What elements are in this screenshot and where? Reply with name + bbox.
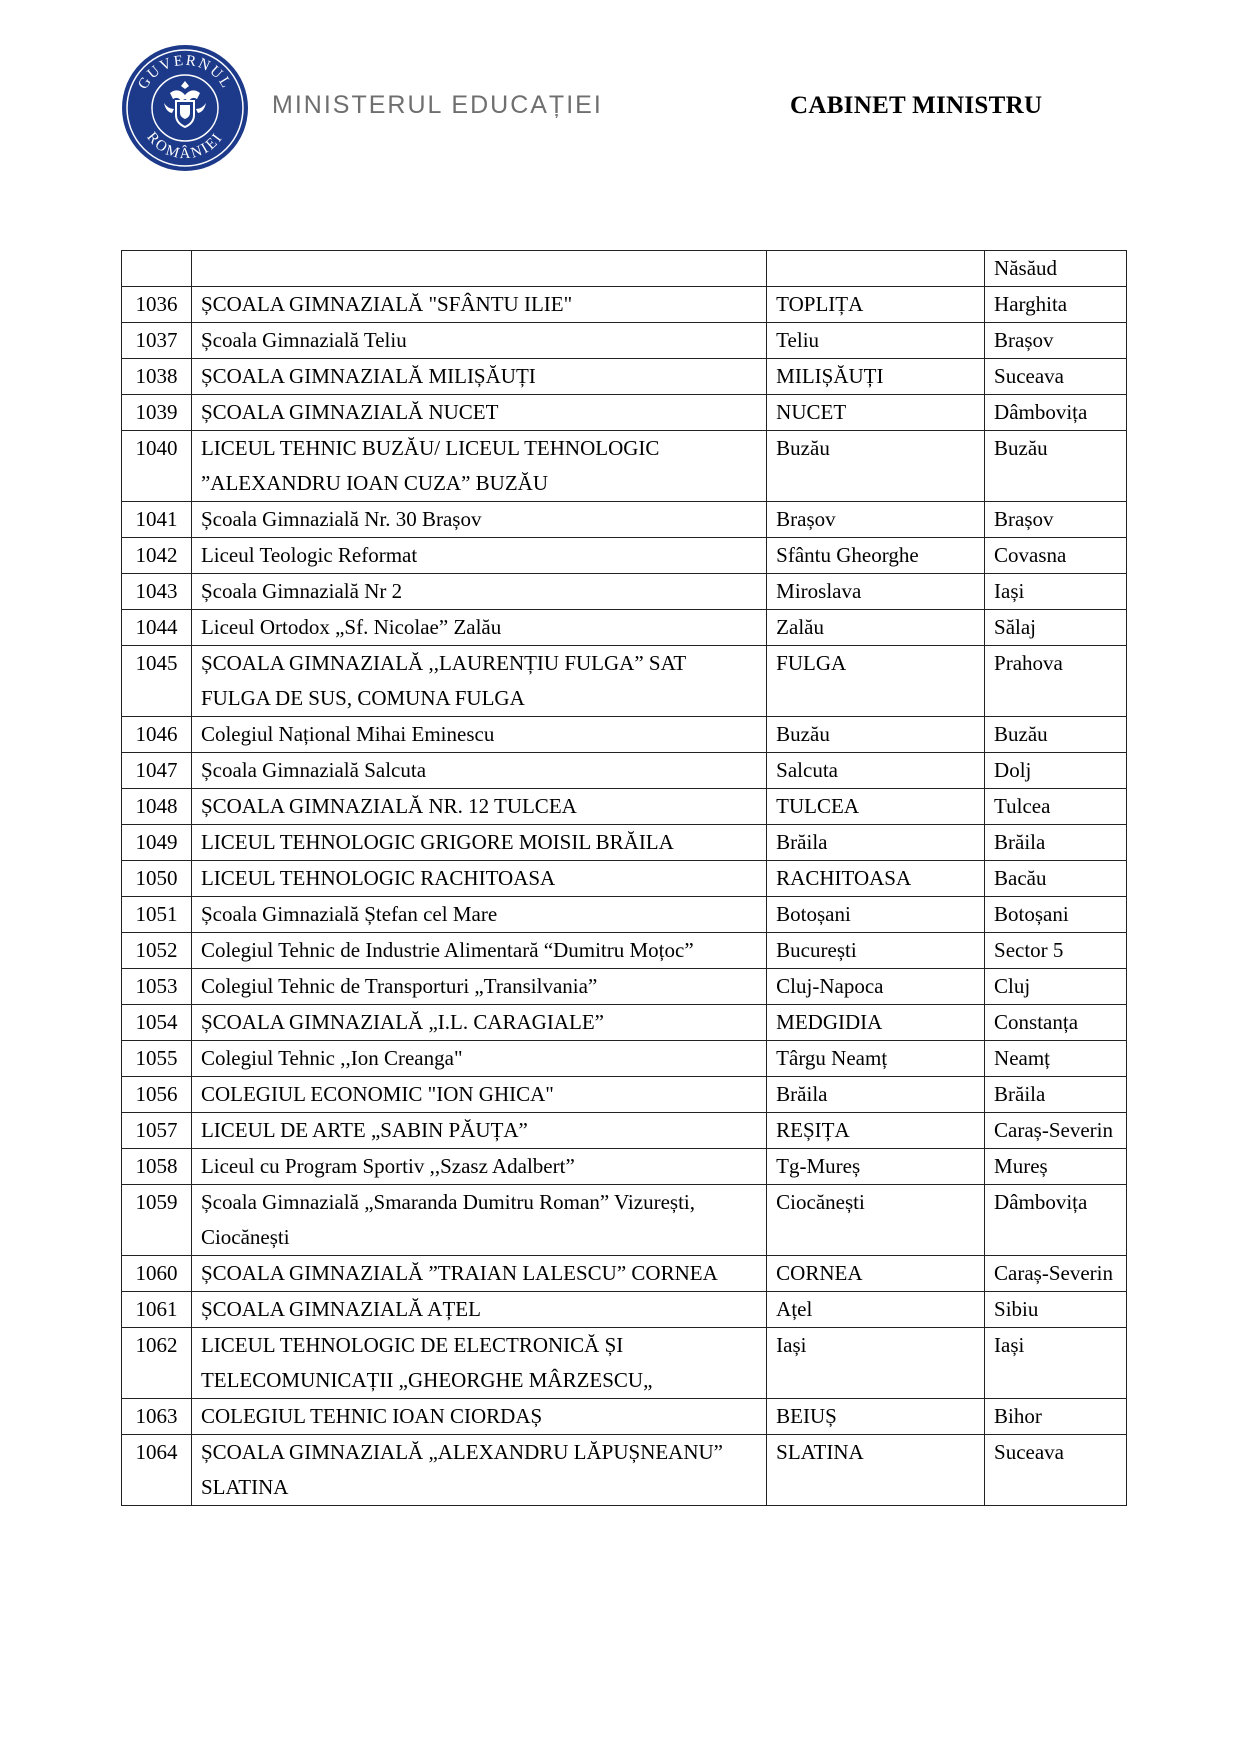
- county-cell: Dâmbovița: [985, 1185, 1127, 1256]
- county-cell: Cluj: [985, 969, 1127, 1005]
- row-number-cell: 1051: [122, 897, 192, 933]
- school-name-cell: Școala Gimnazială „Smaranda Dumitru Roman” Vizurești, Ciocănești: [191, 1185, 766, 1256]
- locality-cell: [767, 251, 985, 287]
- row-number-cell: 1041: [122, 502, 192, 538]
- cabinet-title: CABINET MINISTRU: [790, 92, 1043, 119]
- school-name-cell: [191, 251, 766, 287]
- county-cell: Iași: [985, 1328, 1127, 1399]
- county-cell: Bacău: [985, 861, 1127, 897]
- table-row: [122, 1005, 1127, 1041]
- school-name-cell: Colegiul Național Mihai Eminescu: [191, 717, 766, 753]
- locality-cell: Tg-Mureș: [767, 1149, 985, 1185]
- locality-cell: Buzău: [767, 717, 985, 753]
- school-name-cell: LICEUL TEHNIC BUZĂU/ LICEUL TEHNOLOGIC ”ALEXANDRU IOAN CUZA” BUZĂU: [191, 431, 766, 502]
- county-cell: Năsăud: [985, 251, 1127, 287]
- government-seal-icon: [120, 43, 250, 173]
- county-cell: Brăila: [985, 1077, 1127, 1113]
- locality-cell: Brașov: [767, 502, 985, 538]
- county-cell: Suceava: [985, 359, 1127, 395]
- schools-table: [121, 250, 1127, 1506]
- county-cell: Buzău: [985, 717, 1127, 753]
- row-number-cell: 1048: [122, 789, 192, 825]
- table-row: [122, 1292, 1127, 1328]
- row-number-cell: 1052: [122, 933, 192, 969]
- school-name-cell: ȘCOALA GIMNAZIALĂ ”TRAIAN LALESCU” CORNEA: [191, 1256, 766, 1292]
- school-name-cell: ȘCOALA GIMNAZIALĂ „I.L. CARAGIALE”: [191, 1005, 766, 1041]
- locality-cell: NUCET: [767, 395, 985, 431]
- table-row: [122, 825, 1127, 861]
- locality-cell: BEIUȘ: [767, 1399, 985, 1435]
- row-number-cell: 1053: [122, 969, 192, 1005]
- row-number-cell: 1045: [122, 646, 192, 717]
- table-row: [122, 610, 1127, 646]
- locality-cell: Cluj-Napoca: [767, 969, 985, 1005]
- school-name-cell: LICEUL TEHNOLOGIC RACHITOASA: [191, 861, 766, 897]
- school-name-cell: Colegiul Tehnic de Transporturi „Transilvania”: [191, 969, 766, 1005]
- row-number-cell: 1038: [122, 359, 192, 395]
- school-name-cell: ȘCOALA GIMNAZIALĂ MILIȘĂUȚI: [191, 359, 766, 395]
- row-number-cell: 1064: [122, 1435, 192, 1506]
- school-name-cell: ȘCOALA GIMNAZIALĂ ,,LAURENȚIU FULGA” SAT FULGA DE SUS, COMUNA FULGA: [191, 646, 766, 717]
- locality-cell: Ciocănești: [767, 1185, 985, 1256]
- county-cell: Bihor: [985, 1399, 1127, 1435]
- table-row: [122, 251, 1127, 287]
- school-name-cell: Școala Gimnazială Ștefan cel Mare: [191, 897, 766, 933]
- table-row: [122, 359, 1127, 395]
- county-cell: Constanța: [985, 1005, 1127, 1041]
- table-row: [122, 753, 1127, 789]
- row-number-cell: 1046: [122, 717, 192, 753]
- row-number-cell: 1036: [122, 287, 192, 323]
- school-name-cell: ȘCOALA GIMNAZIALĂ NR. 12 TULCEA: [191, 789, 766, 825]
- locality-cell: FULGA: [767, 646, 985, 717]
- row-number-cell: 1060: [122, 1256, 192, 1292]
- row-number-cell: 1040: [122, 431, 192, 502]
- row-number-cell: 1057: [122, 1113, 192, 1149]
- locality-cell: REȘIȚA: [767, 1113, 985, 1149]
- school-name-cell: ȘCOALA GIMNAZIALĂ AȚEL: [191, 1292, 766, 1328]
- row-number-cell: 1058: [122, 1149, 192, 1185]
- locality-cell: SLATINA: [767, 1435, 985, 1506]
- row-number-cell: 1061: [122, 1292, 192, 1328]
- table-row: [122, 287, 1127, 323]
- county-cell: Brăila: [985, 825, 1127, 861]
- county-cell: Buzău: [985, 431, 1127, 502]
- county-cell: Sibiu: [985, 1292, 1127, 1328]
- seal-text-bottom: ROMÂNIEI: [143, 129, 227, 163]
- row-number-cell: 1047: [122, 753, 192, 789]
- school-name-cell: Liceul Teologic Reformat: [191, 538, 766, 574]
- locality-cell: Târgu Neamț: [767, 1041, 985, 1077]
- locality-cell: Brăila: [767, 1077, 985, 1113]
- table-row: [122, 1113, 1127, 1149]
- seal-text-top: GUVERNUL: [135, 52, 235, 93]
- locality-cell: Salcuta: [767, 753, 985, 789]
- county-cell: Suceava: [985, 1435, 1127, 1506]
- locality-cell: Brăila: [767, 825, 985, 861]
- school-name-cell: LICEUL DE ARTE „SABIN PĂUȚA”: [191, 1113, 766, 1149]
- table-row: [122, 1435, 1127, 1506]
- table-row: [122, 1399, 1127, 1435]
- locality-cell: CORNEA: [767, 1256, 985, 1292]
- table-row: [122, 574, 1127, 610]
- locality-cell: Iași: [767, 1328, 985, 1399]
- county-cell: Iași: [985, 574, 1127, 610]
- locality-cell: MEDGIDIA: [767, 1005, 985, 1041]
- row-number-cell: 1050: [122, 861, 192, 897]
- locality-cell: Ațel: [767, 1292, 985, 1328]
- row-number-cell: 1055: [122, 1041, 192, 1077]
- locality-cell: MILIȘĂUȚI: [767, 359, 985, 395]
- table-row: [122, 1149, 1127, 1185]
- school-name-cell: ȘCOALA GIMNAZIALĂ NUCET: [191, 395, 766, 431]
- page-header: [0, 0, 1241, 200]
- locality-cell: TOPLIȚA: [767, 287, 985, 323]
- county-cell: Sector 5: [985, 933, 1127, 969]
- county-cell: Brașov: [985, 502, 1127, 538]
- county-cell: Neamț: [985, 1041, 1127, 1077]
- school-name-cell: Liceul Ortodox „Sf. Nicolae” Zalău: [191, 610, 766, 646]
- row-number-cell: 1042: [122, 538, 192, 574]
- table-row: [122, 717, 1127, 753]
- school-name-cell: Școala Gimnazială Salcuta: [191, 753, 766, 789]
- locality-cell: București: [767, 933, 985, 969]
- row-number-cell: 1056: [122, 1077, 192, 1113]
- row-number-cell: 1063: [122, 1399, 192, 1435]
- table-row: [122, 1041, 1127, 1077]
- table-row: [122, 502, 1127, 538]
- locality-cell: Miroslava: [767, 574, 985, 610]
- school-name-cell: LICEUL TEHNOLOGIC GRIGORE MOISIL BRĂILA: [191, 825, 766, 861]
- school-name-cell: Colegiul Tehnic ,,Ion Creanga": [191, 1041, 766, 1077]
- school-name-cell: LICEUL TEHNOLOGIC DE ELECTRONICĂ ȘI TELECOMUNICAȚII „GHEORGHE MÂRZESCU„: [191, 1328, 766, 1399]
- school-name-cell: ȘCOALA GIMNAZIALĂ "SFÂNTU ILIE": [191, 287, 766, 323]
- county-cell: Caraș-Severin: [985, 1113, 1127, 1149]
- locality-cell: Buzău: [767, 431, 985, 502]
- county-cell: Botoșani: [985, 897, 1127, 933]
- county-cell: Brașov: [985, 323, 1127, 359]
- school-name-cell: Școala Gimnazială Nr 2: [191, 574, 766, 610]
- locality-cell: Teliu: [767, 323, 985, 359]
- table-row: [122, 646, 1127, 717]
- school-name-cell: COLEGIUL ECONOMIC "ION GHICA": [191, 1077, 766, 1113]
- table-row: [122, 431, 1127, 502]
- row-number-cell: 1054: [122, 1005, 192, 1041]
- row-number-cell: 1062: [122, 1328, 192, 1399]
- ministry-name: MINISTERUL EDUCAȚIEI: [272, 91, 603, 119]
- school-name-cell: Școala Gimnazială Nr. 30 Brașov: [191, 502, 766, 538]
- table-row: [122, 1185, 1127, 1256]
- school-name-cell: Liceul cu Program Sportiv ,,Szasz Adalbert”: [191, 1149, 766, 1185]
- table-row: [122, 395, 1127, 431]
- row-number-cell: 1044: [122, 610, 192, 646]
- county-cell: Harghita: [985, 287, 1127, 323]
- table-row: [122, 969, 1127, 1005]
- locality-cell: RACHITOASA: [767, 861, 985, 897]
- table-row: [122, 897, 1127, 933]
- row-number-cell: [122, 251, 192, 287]
- table-row: [122, 323, 1127, 359]
- schools-table-body: [122, 251, 1127, 1506]
- table-row: [122, 789, 1127, 825]
- county-cell: Tulcea: [985, 789, 1127, 825]
- county-cell: Dâmbovița: [985, 395, 1127, 431]
- county-cell: Caraș-Severin: [985, 1256, 1127, 1292]
- locality-cell: Sfântu Gheorghe: [767, 538, 985, 574]
- row-number-cell: 1043: [122, 574, 192, 610]
- locality-cell: TULCEA: [767, 789, 985, 825]
- school-name-cell: Școala Gimnazială Teliu: [191, 323, 766, 359]
- county-cell: Mureș: [985, 1149, 1127, 1185]
- school-name-cell: Colegiul Tehnic de Industrie Alimentară “Dumitru Moțoc”: [191, 933, 766, 969]
- table-row: [122, 1077, 1127, 1113]
- table-row: [122, 538, 1127, 574]
- row-number-cell: 1039: [122, 395, 192, 431]
- locality-cell: Zalău: [767, 610, 985, 646]
- row-number-cell: 1049: [122, 825, 192, 861]
- table-row: [122, 1328, 1127, 1399]
- table-row: [122, 933, 1127, 969]
- county-cell: Dolj: [985, 753, 1127, 789]
- table-row: [122, 1256, 1127, 1292]
- row-number-cell: 1037: [122, 323, 192, 359]
- school-name-cell: COLEGIUL TEHNIC IOAN CIORDAȘ: [191, 1399, 766, 1435]
- locality-cell: Botoșani: [767, 897, 985, 933]
- county-cell: Sălaj: [985, 610, 1127, 646]
- school-name-cell: ȘCOALA GIMNAZIALĂ „ALEXANDRU LĂPUȘNEANU” SLATINA: [191, 1435, 766, 1506]
- county-cell: Prahova: [985, 646, 1127, 717]
- county-cell: Covasna: [985, 538, 1127, 574]
- table-row: [122, 861, 1127, 897]
- row-number-cell: 1059: [122, 1185, 192, 1256]
